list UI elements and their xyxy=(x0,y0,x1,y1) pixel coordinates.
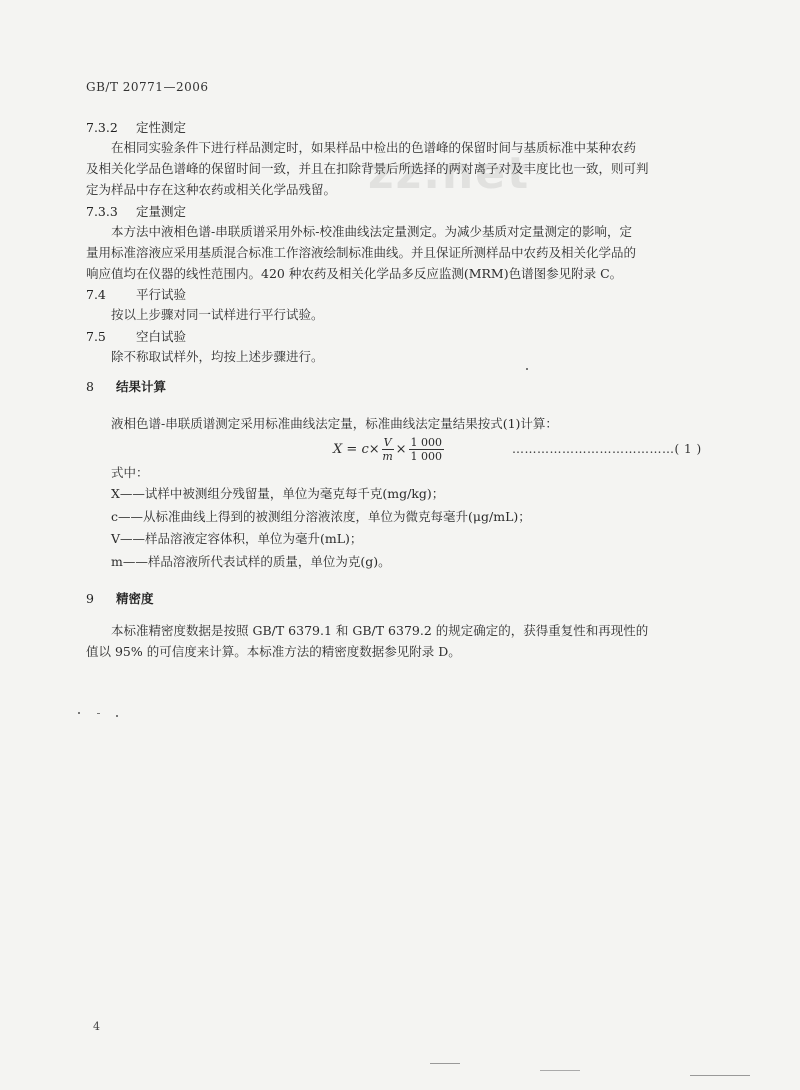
fraction-v-over-m xyxy=(382,436,394,463)
definition-line: X——试样中被测组分残留量，单位为毫克每千克(mg/kg)； xyxy=(111,486,445,501)
text-line: 量用标准溶液应采用基质混合标准工作溶液绘制标准曲线。并且保证所测样品中农药及相关化学品的 xyxy=(86,245,637,260)
section-number: 8 xyxy=(86,379,94,394)
section-title: 平行试验 xyxy=(136,287,187,302)
formula-expression xyxy=(333,436,446,463)
heading-9 xyxy=(86,589,154,607)
watermark: zz.net xyxy=(368,148,531,199)
heading-7-3-3 xyxy=(86,202,186,220)
fraction-denominator: m xyxy=(382,450,393,463)
text-line: 液相色谱-串联质谱测定采用标准曲线法定量，标准曲线法定量结果按式(1)计算： xyxy=(111,416,558,431)
heading-7-5 xyxy=(86,327,186,345)
where-label: 式中： xyxy=(111,465,149,480)
text-line: 值以 95% 的可信度来计算。本标准方法的精密度数据参见附录 D。 xyxy=(86,644,461,659)
standard-number: GB/T 20771—2006 xyxy=(86,80,209,94)
formula-number xyxy=(512,442,702,456)
formula-equals: = xyxy=(346,442,358,457)
text-line: 除不称取试样外，均按上述步骤进行。 xyxy=(111,349,324,364)
heading-8 xyxy=(86,377,166,395)
fraction-numerator: V xyxy=(383,436,392,449)
paragraph-8-intro xyxy=(86,413,558,434)
section-number: 7.4 xyxy=(86,287,106,302)
text-line: 在相同实验条件下进行样品测定时，如果样品中检出的色谱峰的保留时间与基质标准中某种农药 xyxy=(111,140,637,155)
text-line: 响应值均在仪器的线性范围内。420 种农药及相关化学品多反应监测(MRM)色谱图参见附录 C。 xyxy=(86,266,623,281)
text-line: 及相关化学品色谱峰的保留时间一致，并且在扣除背景后所选择的两对离子对及丰度比也一致，则可判 xyxy=(86,161,649,176)
heading-7-4 xyxy=(86,285,186,303)
text-line: 按以上步骤对同一试样进行平行试验。 xyxy=(111,307,324,322)
section-title: 定量测定 xyxy=(136,204,187,219)
page-number: 4 xyxy=(93,1020,100,1033)
definition-line: m——样品溶液所代表试样的质量，单位为克(g)。 xyxy=(111,553,391,569)
scan-speck xyxy=(116,715,118,717)
paragraph-9 xyxy=(86,620,648,662)
paragraph-7-5 xyxy=(86,346,324,367)
section-number: 7.5 xyxy=(86,329,106,344)
section-title: 空白试验 xyxy=(136,329,187,344)
heading-7-3-2 xyxy=(86,118,186,136)
equation-number: ( 1 ) xyxy=(674,442,702,456)
fraction-numerator: 1 000 xyxy=(410,436,442,449)
definition-line: c——从标准曲线上得到的被测组分溶液浓度，单位为微克每毫升(μg/mL)； xyxy=(111,508,531,524)
text-line: 定为样品中存在这种农药或相关化学品残留。 xyxy=(86,182,337,197)
text-line: 本标准精密度数据是按照 GB/T 6379.1 和 GB/T 6379.2 的规定确定的，获得重复性和再现性的 xyxy=(111,623,649,638)
scan-speck xyxy=(97,713,100,714)
formula-leader: ………………………………… xyxy=(512,442,675,456)
fraction-denominator: 1 000 xyxy=(410,450,442,463)
section-title: 定性测定 xyxy=(136,120,187,135)
paragraph-7-3-2 xyxy=(86,137,649,200)
definition-line: V——样品溶液定容体积，单位为毫升(mL)； xyxy=(111,531,363,546)
section-number: 7.3.2 xyxy=(86,120,118,135)
section-number: 7.3.3 xyxy=(86,204,118,219)
paragraph-7-4 xyxy=(86,304,324,325)
where-label-line xyxy=(86,462,149,483)
formula-c: c xyxy=(361,442,369,457)
section-title: 精密度 xyxy=(116,591,154,606)
text-line: 本方法中液相色谱-串联质谱采用外标-校准曲线法定量测定。为减少基质对定量测定的影响，定 xyxy=(111,224,632,239)
formula-times: × xyxy=(395,442,407,457)
section-title: 结果计算 xyxy=(116,379,167,394)
variable-definitions xyxy=(111,483,531,573)
scan-speck xyxy=(690,1075,750,1076)
scan-speck xyxy=(526,368,528,370)
scan-speck xyxy=(540,1070,580,1071)
fraction-1000-over-1000 xyxy=(409,436,445,463)
formula-times: × xyxy=(368,442,380,457)
scan-speck xyxy=(78,712,80,714)
formula-lhs: X xyxy=(333,442,343,457)
section-number: 9 xyxy=(86,591,94,606)
paragraph-7-3-3 xyxy=(86,221,636,284)
scan-speck xyxy=(430,1063,460,1064)
